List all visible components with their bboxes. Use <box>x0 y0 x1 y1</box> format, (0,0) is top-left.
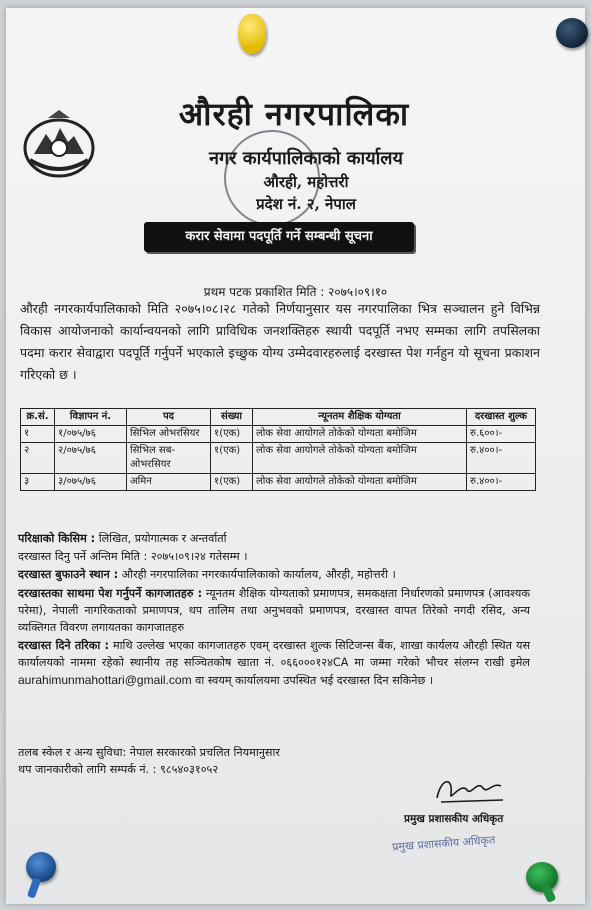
cell-post: सिभिल ओभरसियर <box>127 426 211 443</box>
table-row <box>21 474 536 491</box>
benefits-block <box>18 744 418 778</box>
nepal-emblem-icon <box>20 108 98 180</box>
cell-sn: १ <box>21 426 55 443</box>
cell-fee: रु.४००।- <box>467 474 536 491</box>
vacancy-table <box>20 408 536 491</box>
blue-pushpin-icon <box>26 852 56 882</box>
cell-post: सिभिल सब-ओभरसियर <box>127 443 211 474</box>
green-pushpin-icon <box>526 862 558 892</box>
submit-place-label: दरखास्त बुफाउने स्थान : <box>18 568 119 582</box>
signatory-stamp: प्रमुख प्रशासकीय अधिकृत <box>391 833 496 854</box>
submit-place-line <box>18 566 530 583</box>
submit-place-value: औरही नगरपालिका नगरकार्यपालिकाको कार्यालय, औरही, महोत्तरी । <box>121 568 396 582</box>
exam-type-value: लिखित, प्रयोगात्मक र अन्तर्वार्ता <box>98 532 227 545</box>
cell-post: अमिन <box>127 474 211 491</box>
col-fee: दरखास्त शुल्क <box>467 409 536 426</box>
exam-type-line <box>18 530 530 547</box>
method-label: दरखास्त दिने तरिका : <box>18 639 110 653</box>
navy-pushpin-icon <box>556 18 588 48</box>
col-sn: क्र.सं. <box>21 409 55 426</box>
cell-sn: २ <box>21 443 55 474</box>
cell-qualification: लोक सेवा आयोगले तोकेको योग्यता बमोजिम <box>253 474 467 491</box>
published-date: प्रथम पटक प्रकाशित मिति : २०७५।०९।१० <box>203 285 388 299</box>
office-name: नगर कार्यपालिकाको कार्यालय <box>209 148 403 169</box>
signature-icon <box>431 772 509 806</box>
notice-paper <box>6 8 585 904</box>
deadline-line: दरखास्त दिनु पर्ने अन्तिम मिति : २०७५।०९।२४ गतेसम्म । <box>18 550 248 564</box>
cell-ad-no: ३/०७५/७६ <box>55 474 127 491</box>
cell-fee: रु.६००।- <box>467 426 536 443</box>
documents-line <box>18 585 530 637</box>
signatory-title: प्रमुख प्रशासकीय अधिकृत <box>404 813 504 825</box>
contact-email-link[interactable]: aurahimunmahottari@gmail.com <box>18 672 192 687</box>
method-end: वा स्वयम् कार्यालयमा उपस्थित भई दरखास्त दिन सकिनेछ । <box>195 673 434 687</box>
cell-ad-no: १/०७५/७६ <box>55 426 127 443</box>
exam-type-label: परिक्षाको किसिम : <box>18 532 96 545</box>
documents-label: दरखास्तका साथमा पेश गर्नुपर्ने कागजातहरु : <box>18 586 203 600</box>
notice-title-banner: करार सेवामा पदपूर्ति गर्ने सम्बन्धी सूचना <box>144 222 414 252</box>
col-qualification: न्यूनतम शैक्षिक योग्यता <box>253 409 467 426</box>
method-line <box>18 637 530 689</box>
col-ad-no: विज्ञापन नं. <box>55 409 127 426</box>
cell-qualification: लोक सेवा आयोगले तोकेको योग्यता बमोजिम <box>253 443 467 474</box>
col-post: पद <box>127 409 211 426</box>
table-header-row <box>21 409 536 426</box>
cell-count: १(एक) <box>211 443 253 474</box>
yellow-pushpin-icon <box>238 14 266 54</box>
contact-line: थप जानकारीको लागि सम्पर्क नं. : ९८५४०३१०५२ <box>18 763 219 776</box>
table-row <box>21 426 536 443</box>
province-name: प्रदेश नं. २, नेपाल <box>256 195 356 213</box>
table-row <box>21 443 536 474</box>
cell-count: १(एक) <box>211 426 253 443</box>
cell-qualification: लोक सेवा आयोगले तोकेको योग्यता बमोजिम <box>253 426 467 443</box>
cell-sn: ३ <box>21 474 55 491</box>
district-name: औरही, महोत्तरी <box>263 173 349 191</box>
documents-value: न्यूनतम शैक्षिक योग्यताको प्रमाणपत्र, समकक्षता निर्धारणको प्रमाणपत्र (आवश्यक परेमा), नेपाली नागरिकताको प्रमाणपत्र, थप तालिम तथा अनुभवको प्रमाणपत्र, दरखास्त वापत तिरेको नगदी रसिद, अन्य व्यक्तिगत विवरण लगायतका कागजातहरु <box>18 586 531 635</box>
official-stamp <box>215 121 329 235</box>
method-value: माथि उल्लेख भएका कागजातहरु एवम् दरखास्त शुल्क सिटिजन्स बैंक, शाखा कार्यलय औरही स्थित यस कार्यालयको नाममा रहेको स्थानीय तह सञ्चितकोष खाता नं. ०६६०००१२४CA मा जम्मा गरेको भौचर संलग्न राखी इमेल <box>18 639 531 670</box>
cell-count: १(एक) <box>211 474 253 491</box>
salary-line: तलब स्केल र अन्य सुविधा: नेपाल सरकारको प्रचलित नियमानुसार <box>18 746 280 759</box>
application-details <box>18 530 530 690</box>
cell-ad-no: २/०७५/७६ <box>55 443 127 474</box>
col-count: संख्या <box>211 409 253 426</box>
cell-fee: रु.४००।- <box>467 443 536 474</box>
notice-intro: औरही नगरकार्यपालिकाको मिति २०७५।०८।२८ गतेको निर्णयानुसार यस नगरपालिका भित्र सञ्चालन हुने विभिन्न विकास आयोजनाको कार्यान्वयनको लागि प्राविधिक जनशक्तिहरु स्थायी पदपूर्ति नभए सम्मका लागि तपसिलका पदमा करार सेवाद्वारा पदपूर्ति गर्नुपर्ने भएकाले इच्छुक योग्य उम्मेदवारहरुलाई दरखास्त पेश गर्नहुन यो सूचना प्रकाशन गरिएको छ । <box>20 301 540 382</box>
municipality-name: औरही नगरपालिका <box>178 95 410 133</box>
